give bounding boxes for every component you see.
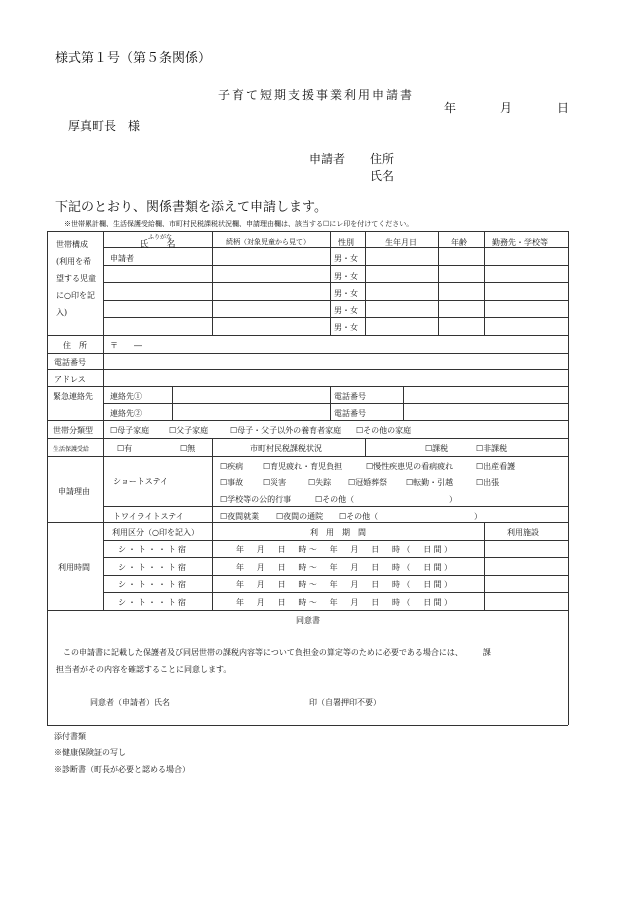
date-day-label: 日 xyxy=(557,101,570,115)
welfare-yes-checkbox[interactable]: ☐有 xyxy=(117,444,133,453)
attachment-item: ※健康保険証の写し xyxy=(54,748,126,757)
reason-option[interactable]: ☐出産看護 xyxy=(476,462,516,471)
applicant-label: 申請者 xyxy=(309,152,346,166)
usage-period-row: 年 月 日 時～ 年 月 日 時（ 日間） xyxy=(236,563,455,572)
emergency-label: 緊急連絡先 xyxy=(53,392,93,401)
usage-type-option[interactable]: シ・ト・・ト宿 xyxy=(118,545,188,554)
usage-period-row: 年 月 日 時～ 年 月 日 時（ 日間） xyxy=(236,598,455,607)
phone-label: 電話番号 xyxy=(54,358,86,367)
attachments-title: 添付書類 xyxy=(54,732,86,741)
reason-option[interactable]: ☐失踪 xyxy=(308,478,332,487)
reason-option[interactable]: ☐育児疲れ・育児負担 xyxy=(263,462,343,471)
reason-option[interactable]: ☐疾病 xyxy=(220,462,244,471)
twilight-option[interactable]: ☐夜間就業 xyxy=(220,512,260,521)
consent-body: この申請書に記載した保護者及び同居世帯の課税内容等について負担金の算定等のために必要である場合には、 課 xyxy=(63,648,491,657)
usage-type-option[interactable]: シ・ト・・ト宿 xyxy=(118,598,188,607)
email-label: アドレス xyxy=(54,375,86,384)
col-sex-header: 性別 xyxy=(338,238,354,247)
col-age-header: 年齢 xyxy=(451,238,467,247)
col-work-header: 勤務先・学校等 xyxy=(492,238,548,247)
tax-status-label: 市町村民税課税状況 xyxy=(250,444,322,453)
untaxed-checkbox[interactable]: ☐非課税 xyxy=(476,444,508,453)
contact2-phone-label: 電話番号 xyxy=(334,409,366,418)
col-name-header: 氏 名 xyxy=(139,240,176,250)
usage-period-row: 年 月 日 時～ 年 月 日 時（ 日間） xyxy=(236,580,455,589)
consent-title: 同意書 xyxy=(296,616,320,625)
twilight-other-option[interactable]: ☐その他（ xyxy=(339,512,379,521)
welfare-no-checkbox[interactable]: ☐無 xyxy=(180,444,196,453)
contact2-label: 連絡先② xyxy=(110,409,142,418)
reason-option[interactable]: ☐災害 xyxy=(263,478,287,487)
welfare-label: 生活保護受給 xyxy=(53,446,90,453)
instruction-note: ※世帯累計欄、生活保護受給欄、市町村民税課税状況欄、申請理由欄は、該当する☐にレ印を付けてください。 xyxy=(64,220,414,228)
reason-other-close: ） xyxy=(449,495,457,504)
usage-period-header: 利 用 期 間 xyxy=(310,528,366,537)
household-type-option[interactable]: ☐その他の家庭 xyxy=(356,426,412,435)
household-label: 世帯構成 (利用を希 望する児童 に○印を記 入) xyxy=(56,240,96,317)
household-type-option[interactable]: ☐母子・父子以外の養育者家庭 xyxy=(230,426,342,435)
twilight-label: トワイライトステイ xyxy=(113,512,184,521)
applicant-name-label: 氏名 xyxy=(370,169,395,183)
reason-option[interactable]: ☐学校等の公的行事 xyxy=(220,495,292,504)
usage-label: 利用時間 xyxy=(58,563,90,572)
short-stay-label: ショートステイ xyxy=(113,477,169,486)
contact1-phone-label: 電話番号 xyxy=(334,392,366,401)
address-label: 住 所 xyxy=(63,341,87,350)
reason-option[interactable]: ☐冠婚葬祭 xyxy=(348,478,388,487)
consent-signer-label: 同意者（申請者）氏名 xyxy=(90,698,170,707)
col-relation-header: 続柄（対象児童から見て） xyxy=(226,238,310,246)
sex-option[interactable]: 男・女 xyxy=(334,289,358,298)
household-type-label: 世帯分類型 xyxy=(53,426,93,435)
reason-option[interactable]: ☐慢性疾患児の看病疲れ xyxy=(366,462,454,471)
applicant-address-label: 住所 xyxy=(370,152,395,166)
usage-period-row: 年 月 日 時～ 年 月 日 時（ 日間） xyxy=(236,545,455,554)
twilight-other-close: ） xyxy=(474,512,482,521)
sex-option[interactable]: 男・女 xyxy=(334,272,358,281)
addressee: 厚真町長 様 xyxy=(68,119,141,133)
date-month-label: 月 xyxy=(500,101,513,115)
usage-type-option[interactable]: シ・ト・・ト宿 xyxy=(118,563,188,572)
contact1-label: 連絡先① xyxy=(110,392,142,401)
form-title: 子育て短期支援事業利用申請書 xyxy=(218,88,415,102)
postal-mark: 〒 ― xyxy=(110,341,142,350)
household-type-option[interactable]: ☐母子家庭 xyxy=(110,426,150,435)
attachment-item: ※診断書（町長が必要と認める場合） xyxy=(54,765,190,774)
usage-type-option[interactable]: シ・ト・・ト宿 xyxy=(118,580,188,589)
col-birth-header: 生年月日 xyxy=(385,238,417,247)
lead-text: 下記のとおり、関係書類を添えて申請します。 xyxy=(55,200,327,215)
twilight-option[interactable]: ☐夜間の通院 xyxy=(276,512,324,521)
usage-facility-header: 利用施設 xyxy=(507,528,539,537)
sex-option[interactable]: 男・女 xyxy=(334,306,358,315)
date-year-label: 年 xyxy=(444,101,457,115)
reason-other-option[interactable]: ☐その他（ xyxy=(315,495,355,504)
sex-option[interactable]: 男・女 xyxy=(334,254,358,263)
consent-seal-note: 印（自署押印不要） xyxy=(309,698,381,707)
household-type-option[interactable]: ☐父子家庭 xyxy=(169,426,209,435)
form-number: 様式第１号（第５条関係） xyxy=(55,51,212,66)
applicant-row-label: 申請者 xyxy=(110,254,134,263)
reason-option[interactable]: ☐出張 xyxy=(476,478,500,487)
reason-option[interactable]: ☐事故 xyxy=(220,478,244,487)
taxed-checkbox[interactable]: ☐課税 xyxy=(425,444,449,453)
sex-option[interactable]: 男・女 xyxy=(334,323,358,332)
reason-label: 申請理由 xyxy=(58,487,90,496)
consent-body-2: 担当者がその内容を確認することに同意します。 xyxy=(56,665,232,674)
reason-option[interactable]: ☐転勤・引越 xyxy=(406,478,454,487)
name-ruby: ふりがな xyxy=(148,234,173,241)
usage-type-header: 利用区分（○印を記入） xyxy=(112,528,199,537)
